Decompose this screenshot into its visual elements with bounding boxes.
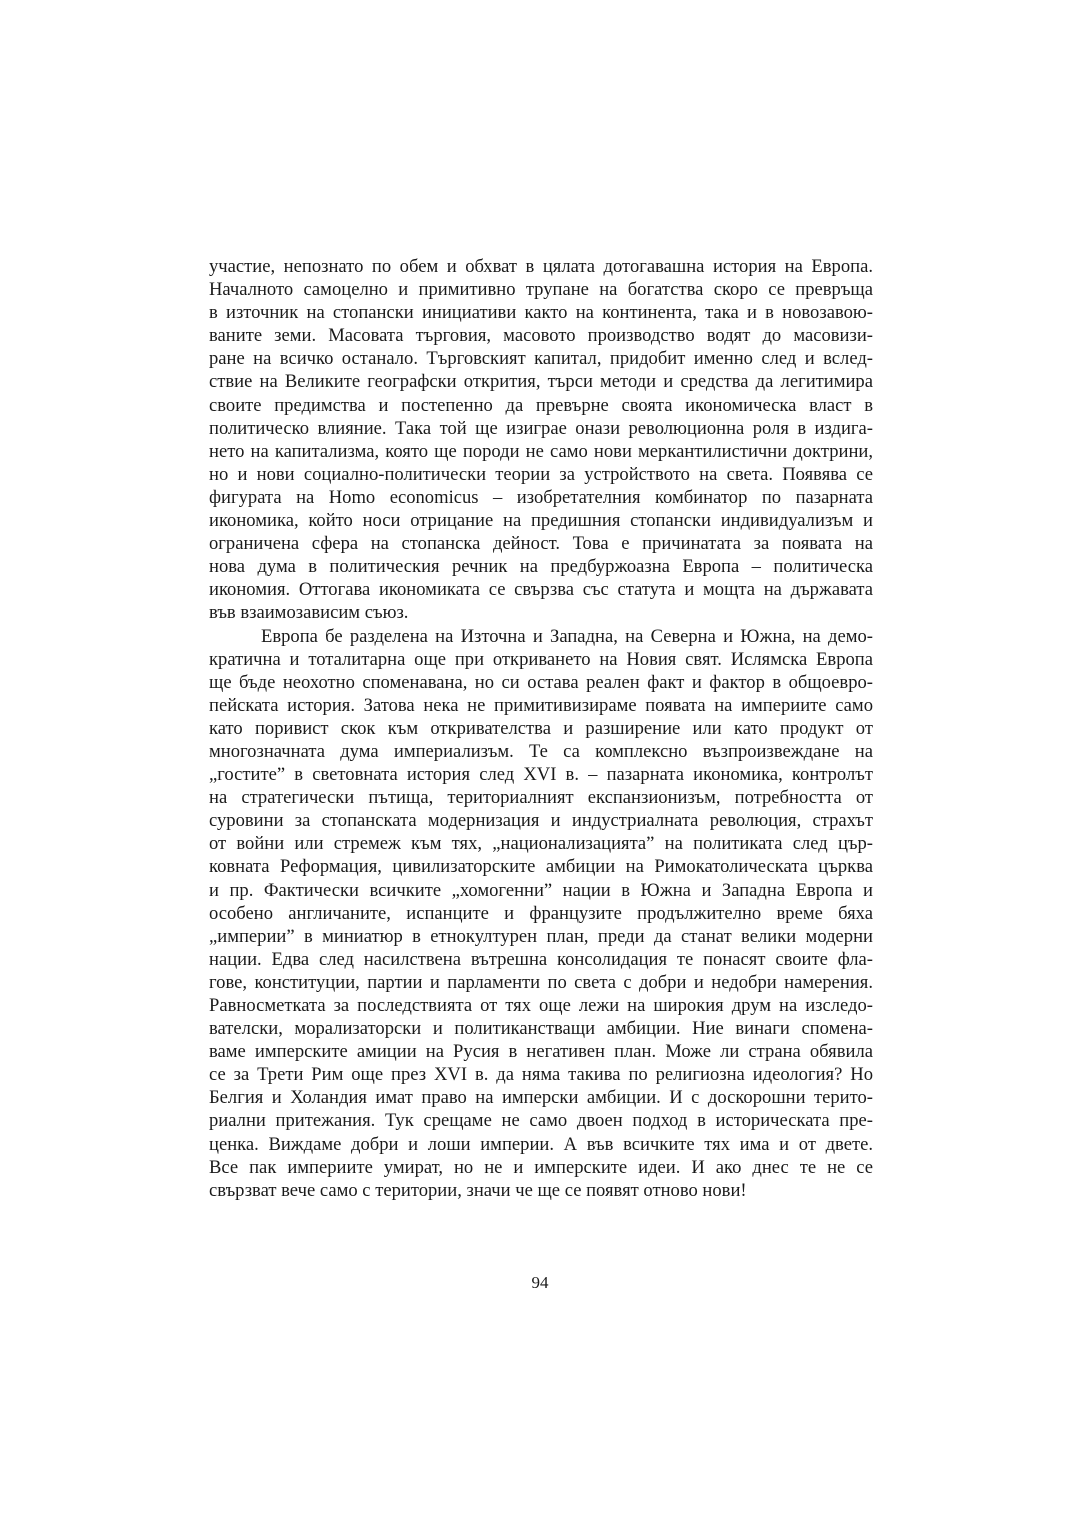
text-line: фигурата на Homo economicus – изобретателния комбинатор по пазарната <box>209 486 873 508</box>
text-line: Началното самоцелно и примитивно трупане на богатства скоро се превръща <box>209 279 873 301</box>
text-line: като поривист скок към откривателства и разширение или като продукт от <box>209 717 873 739</box>
body-text <box>209 255 873 1202</box>
text-line: пейската история. Затова нека не примитивизираме появата на империите само <box>209 694 873 716</box>
text-line: политическо влияние. Така той ще изиграе онази революционна роля в издига- <box>209 417 873 439</box>
text-line: нова дума в политическия речник на предбуржоазна Европа – политическа <box>209 556 873 578</box>
text-line: на стратегически пътища, териториалният експанзионизъм, потребността от <box>209 787 873 809</box>
text-line: се за Трети Рим още през XVI в. да няма такива по религиозна идеология? Но <box>209 1064 873 1086</box>
text-line: участие, непознато по обем и обхват в цялата дотогавашна история на Европа. <box>209 256 873 277</box>
text-line: ковната Реформация, цивилизаторските амбиции на Римокатолическата църква <box>209 856 873 878</box>
text-line: нето на капитализма, която ще породи не само нови меркантилистични доктрини, <box>209 440 873 462</box>
text-line: ценка. Виждаме добри и лоши империи. А във всичките тях има и от двете. <box>209 1133 873 1155</box>
text-line: вателски, морализаторски и политиканстващи амбиции. Ние винаги спомена- <box>209 1018 873 1040</box>
text-line: гове, конституции, партии и парламенти по света с добри и недобри намерения. <box>209 971 873 993</box>
text-line: ране на всичко останало. Търговският капитал, придобит именно след и вслед- <box>209 348 873 370</box>
text-line: и пр. Фактически всичките „хомогенни” нации в Южна и Западна Европа и <box>209 879 873 901</box>
text-line: суровини за стопанската модернизация и индустриалната революция, страхът <box>209 810 873 832</box>
text-line: икономика, който носи отрицание на предишния стопански индивидуализъм и <box>209 510 873 532</box>
text-line: Все пак империите умират, но не и имперските идеи. И ако днес те не се <box>209 1156 873 1178</box>
text-line: нации. Едва след насилствена вътрешна консолидация те понасят своите фла- <box>209 948 873 970</box>
paragraph <box>209 625 873 1202</box>
text-line: многозначната дума империализъм. Те са комплексно възпроизвеждане на <box>209 740 873 762</box>
text-line: от войни или стремеж към тях, „национализацията” на политиката след цър- <box>209 833 873 855</box>
text-line: ваме имперските амиции на Русия в негативен план. Може ли страна обявила <box>209 1041 873 1063</box>
text-line: ваните земи. Масовата търговия, масовото производство водят до масовизи- <box>209 325 873 347</box>
text-line: кратична и тоталитарна още при откриването на Новия свят. Ислямска Европа <box>209 648 873 670</box>
text-line: ограничена сфера на стопанска дейност. Това е причинатата за появата на <box>209 533 873 555</box>
text-line: „гостите” в световната история след XVI в. – пазарната икономика, контролът <box>209 764 873 786</box>
text-line: риални притежания. Тук срещаме не само двоен подход в историческата пре- <box>209 1110 873 1132</box>
text-line: ствие на Великите географски открития, търси методи и средства да легитимира <box>209 371 873 393</box>
text-line: своите предимства и постепенно да превърне своята икономическа власт в <box>209 394 873 416</box>
text-line: но и нови социално-политически теории за устройството на света. Появява се <box>209 463 873 485</box>
text-line: свързват вече само с територии, значи че ще се появят отново нови! <box>209 1179 747 1201</box>
text-line: Равносметката за последствията от тях още лежи на широкия друм на изследо- <box>209 995 873 1016</box>
text-line: ще бъде неохотно споменавана, но си остава реален факт и фактор в общоевро- <box>209 671 873 693</box>
text-line: „империи” в миниатюр в етнокултурен план, преди да станат велики модерни <box>209 925 873 947</box>
text-line: Белгия и Холандия имат право на имперски амбиции. И с доскорошни терито- <box>209 1087 873 1109</box>
text-line: особено англичаните, испанците и французите продължително време бяха <box>209 902 873 924</box>
page-number: 94 <box>531 1273 549 1292</box>
text-line: в източник на стопански инициативи както на континента, така и в новозавою- <box>209 302 873 324</box>
text-line: Европа бе разделена на Източна и Западна, на Северна и Южна, на демо- <box>261 625 873 647</box>
text-line: във взаимозависим съюз. <box>209 602 409 624</box>
paragraph <box>209 255 873 625</box>
text-line: икономия. Оттогава икономиката се свързва със статута и мощта на държавата <box>209 579 873 601</box>
